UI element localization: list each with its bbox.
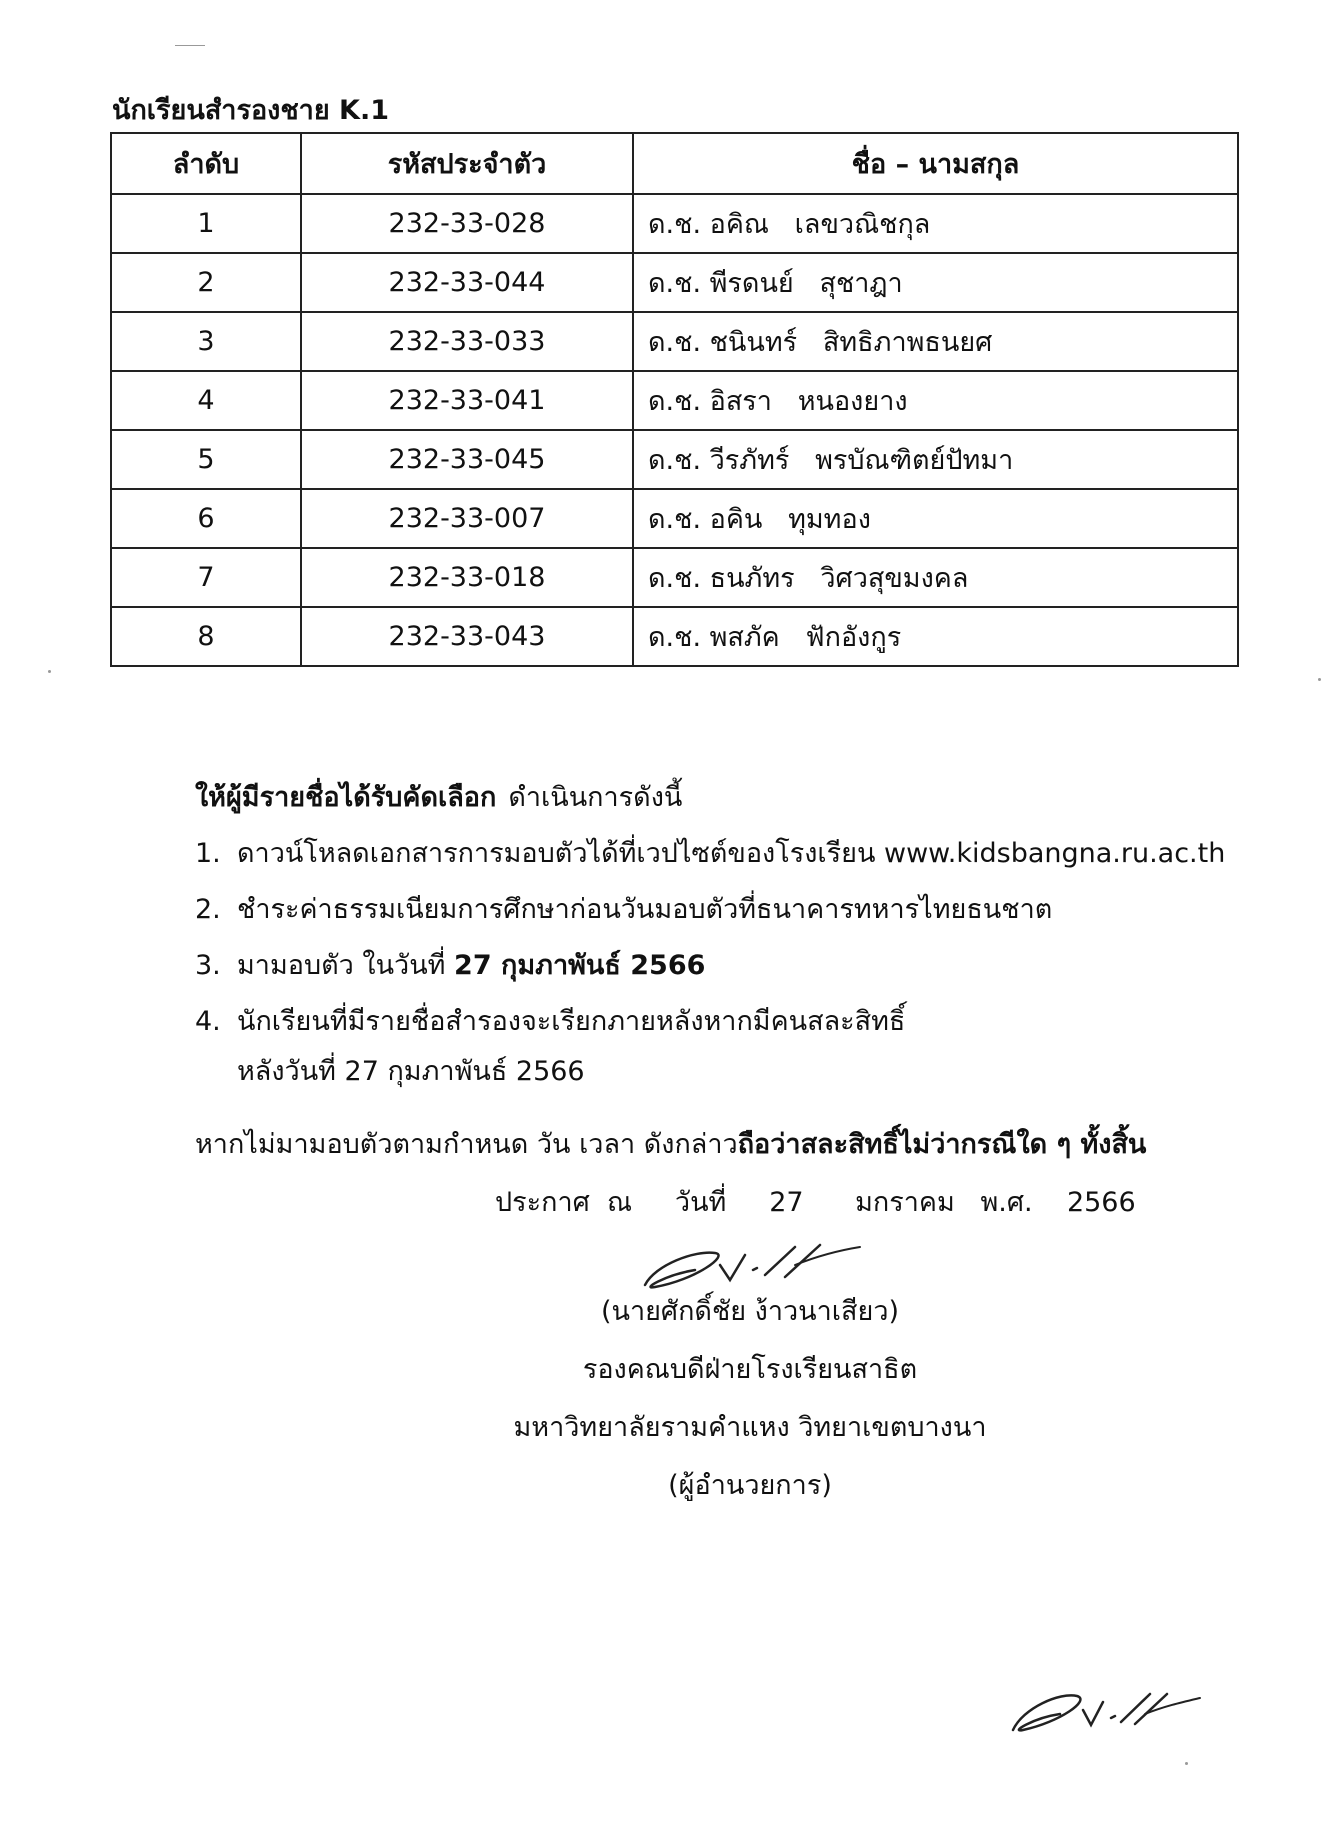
header-order: ลำดับ — [111, 133, 301, 194]
step-text: ดาวน์โหลดเอกสารการมอบตัวได้ที่เวปไซต์ของโรงเรียน www.kidsbangna.ru.ac.th — [237, 838, 1226, 869]
cell-student-id: 232-33-044 — [301, 253, 633, 312]
cell-order: 6 — [111, 489, 301, 548]
table-row — [111, 607, 1238, 666]
cell-order: 7 — [111, 548, 301, 607]
instructions-title — [195, 775, 1255, 818]
cell-student-id: 232-33-007 — [301, 489, 633, 548]
student-table — [110, 132, 1239, 667]
signatory-role: (ผู้อำนวยการ) — [668, 1470, 832, 1501]
signatory-university: มหาวิทยาลัยรามคำแหง วิทยาเขตบางนา — [513, 1412, 987, 1443]
cell-student-id: 232-33-043 — [301, 607, 633, 666]
table-row — [111, 371, 1238, 430]
cell-full-name: ด.ช. อิสรา หนองยาง — [633, 371, 1238, 430]
cell-order: 3 — [111, 312, 301, 371]
cell-student-id: 232-33-018 — [301, 548, 633, 607]
instructions-section — [195, 775, 1255, 1110]
step-number: 3. — [195, 950, 221, 981]
cell-order: 4 — [111, 371, 301, 430]
table-row — [111, 312, 1238, 371]
step-date-bold: 27 กุมภาพันธ์ 2566 — [454, 950, 706, 981]
scan-speck — [1318, 678, 1321, 681]
signatory-block — [450, 1283, 1050, 1515]
step-text — [237, 948, 705, 984]
cell-full-name: ด.ช. ชนินทร์ สิทธิภาพธนยศ — [633, 312, 1238, 371]
instruction-step — [195, 836, 1255, 872]
instructions-title-normal: ดำเนินการดังนี้ — [508, 782, 683, 813]
page-heading: นักเรียนสำรองชาย K.1 — [112, 95, 390, 126]
scan-speck — [175, 45, 205, 46]
instruction-step — [195, 1004, 1255, 1090]
step-text-line: นักเรียนที่มีรายชื่อสำรองจะเรียกภายหลังหากมีคนสละสิทธิ์ — [237, 1006, 906, 1037]
table-row — [111, 194, 1238, 253]
cell-order: 5 — [111, 430, 301, 489]
announcement-date: ประกาศ ณ วันที่ 27 มกราคม พ.ศ. 2566 — [495, 1187, 1136, 1218]
cell-full-name: ด.ช. วีรภัทร์ พรบัณฑิตย์ปัทมา — [633, 430, 1238, 489]
forfeit-note-normal: หากไม่มามอบตัวตามกำหนด วัน เวลา ดังกล่าว — [195, 1129, 738, 1160]
table-row — [111, 253, 1238, 312]
step-text: ชำระค่าธรรมเนียมการศึกษาก่อนวันมอบตัวที่ธนาคารทหารไทยธนชาต — [237, 894, 1053, 925]
cell-full-name: ด.ช. อคิณ เลขวณิชกุล — [633, 194, 1238, 253]
initials-signature-icon — [1005, 1670, 1205, 1740]
scan-speck — [48, 670, 51, 673]
cell-order: 1 — [111, 194, 301, 253]
cell-student-id: 232-33-028 — [301, 194, 633, 253]
cell-order: 8 — [111, 607, 301, 666]
instruction-step — [195, 892, 1255, 928]
signatory-name: (นายศักดิ์ชัย ง้าวนาเสียว) — [600, 1296, 900, 1327]
step-text — [237, 1004, 905, 1090]
cell-full-name: ด.ช. อคิน ทุมทอง — [633, 489, 1238, 548]
step-number: 4. — [195, 1006, 221, 1037]
table-row — [111, 489, 1238, 548]
cell-full-name: ด.ช. พีรดนย์ สุชาฎา — [633, 253, 1238, 312]
step-text-continuation: หลังวันที่ 27 กุมภาพันธ์ 2566 — [237, 1056, 585, 1087]
header-full-name: ชื่อ – นามสกุล — [633, 133, 1238, 194]
header-student-id: รหัสประจำตัว — [301, 133, 633, 194]
forfeit-note — [195, 1122, 1146, 1165]
cell-order: 2 — [111, 253, 301, 312]
table-row — [111, 430, 1238, 489]
table-header-row — [111, 133, 1238, 194]
cell-full-name: ด.ช. ธนภัทร วิศวสุขมงคล — [633, 548, 1238, 607]
instruction-step — [195, 948, 1255, 984]
step-text-prefix: มามอบตัว ในวันที่ — [237, 950, 446, 981]
cell-student-id: 232-33-033 — [301, 312, 633, 371]
cell-full-name: ด.ช. พสภัค ฟักอังกูร — [633, 607, 1238, 666]
signatory-position: รองคณบดีฝ่ายโรงเรียนสาธิต — [582, 1354, 918, 1385]
cell-student-id: 232-33-041 — [301, 371, 633, 430]
table-row — [111, 548, 1238, 607]
step-number: 2. — [195, 894, 221, 925]
forfeit-note-bold: ถือว่าสละสิทธิ์ไม่ว่ากรณีใด ๆ ทั้งสิ้น — [737, 1129, 1147, 1160]
scan-speck — [1185, 1762, 1188, 1765]
cell-student-id: 232-33-045 — [301, 430, 633, 489]
instructions-title-bold: ให้ผู้มีรายชื่อได้รับคัดเลือก — [195, 782, 497, 813]
step-number: 1. — [195, 838, 221, 869]
